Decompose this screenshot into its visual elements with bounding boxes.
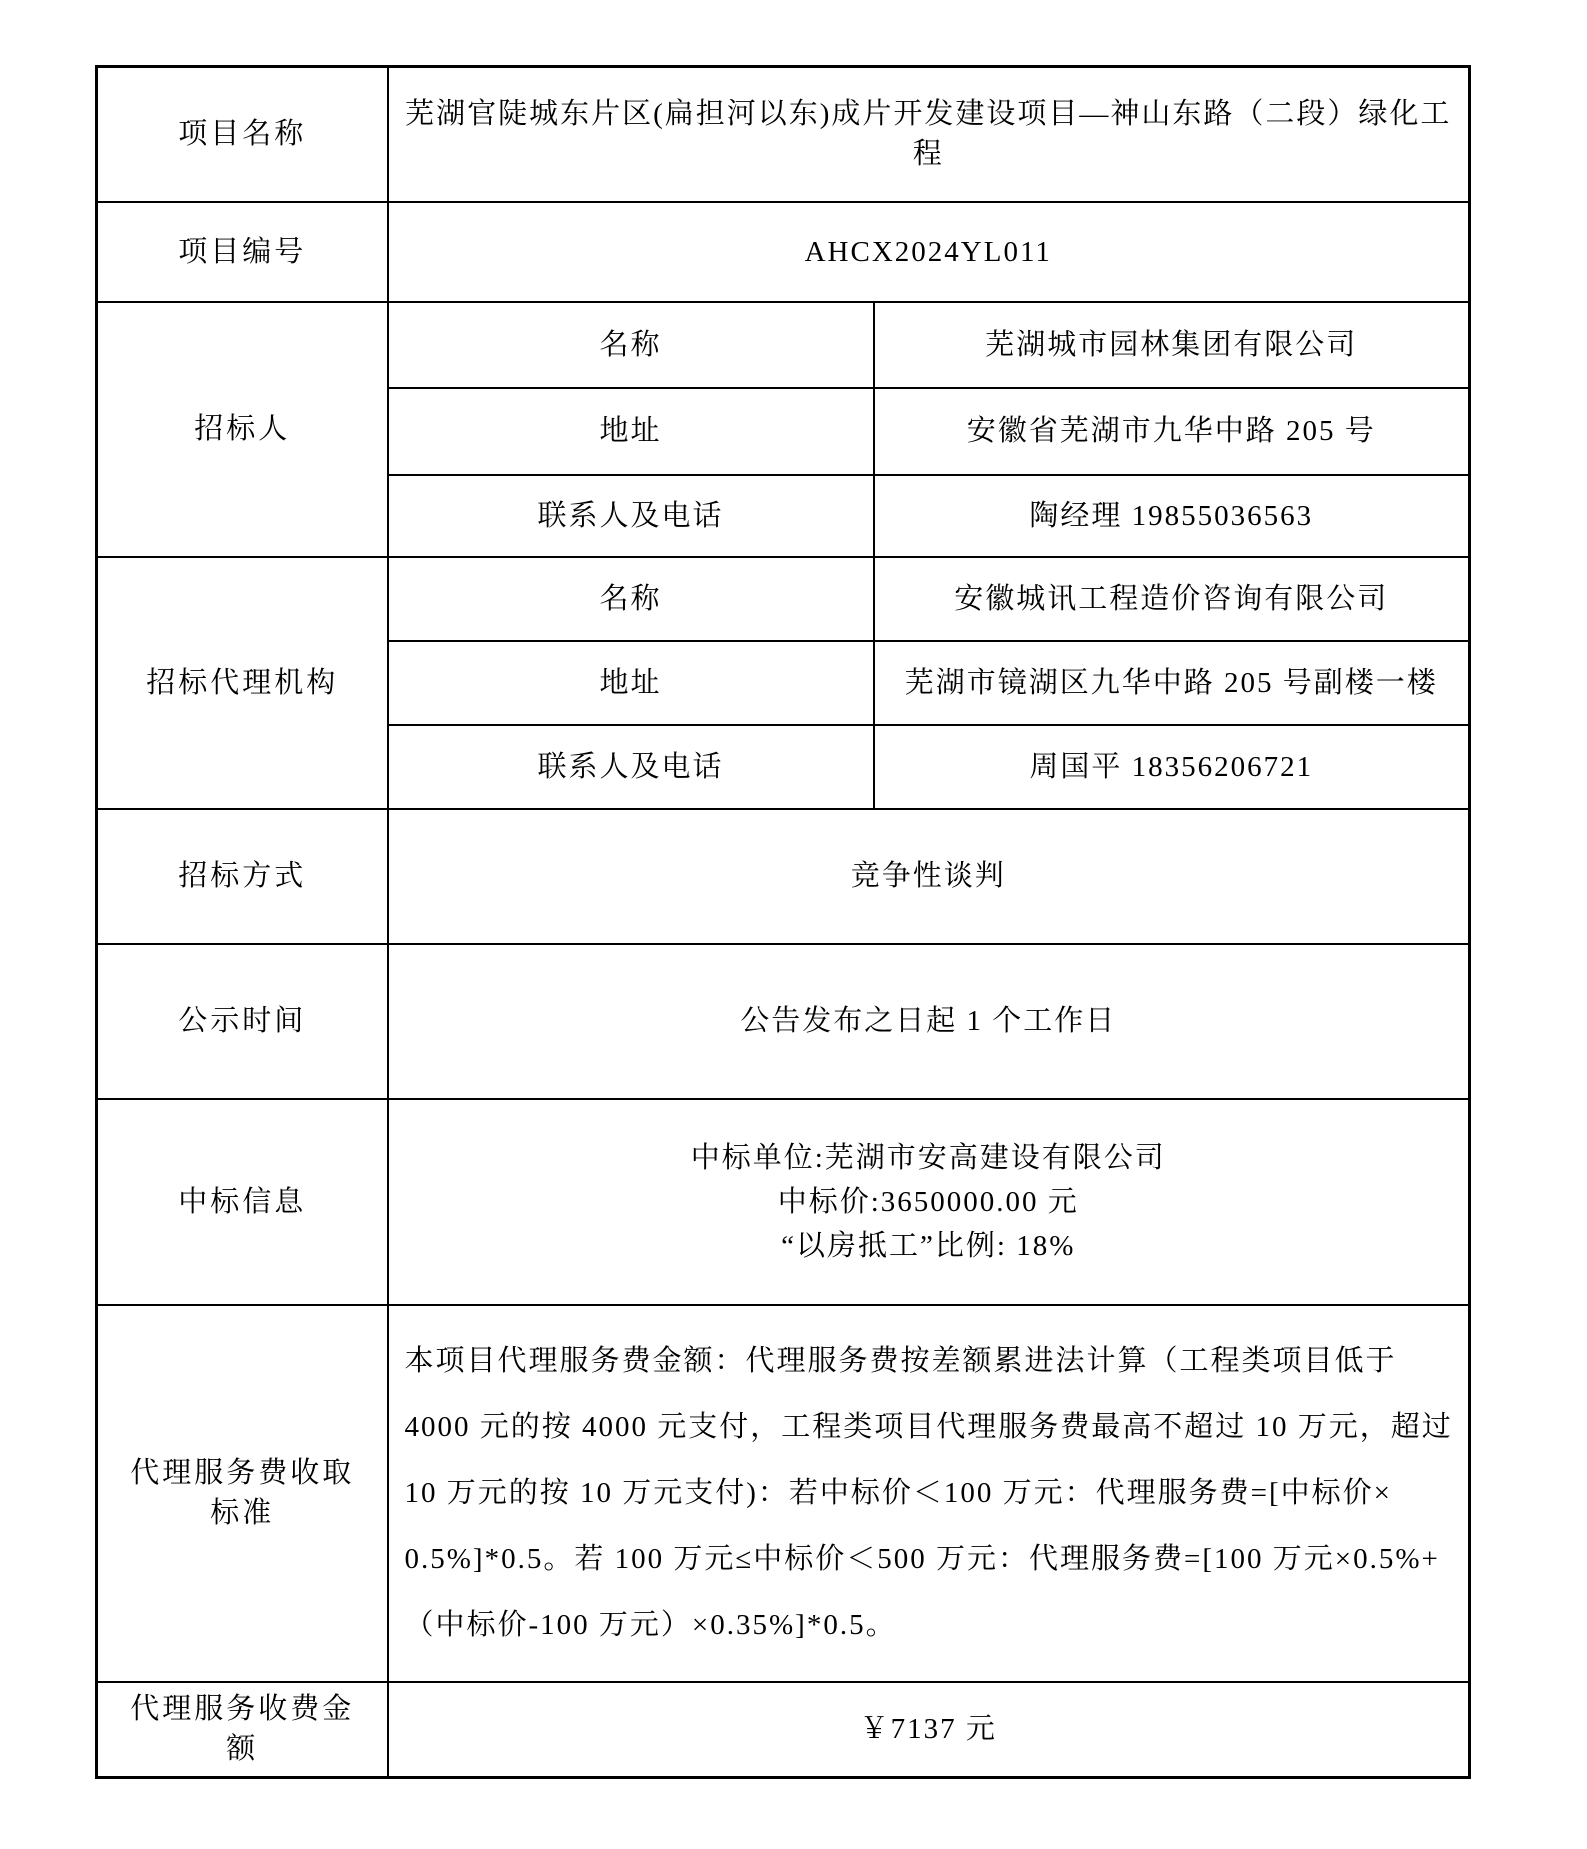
publicity-period-value: 公告发布之日起 1 个工作日 [388,944,1470,1099]
fee-standard-line-3: 10 万元的按 10 万元支付)：若中标价＜100 万元：代理服务费=[中标价× [404,1477,1393,1509]
fee-standard-row [97,1305,1470,1682]
project-code-label: 项目编号 [97,202,388,302]
fee-standard-cell [388,1305,1470,1682]
fee-standard-line-2: 4000 元的按 4000 元支付，工程类项目代理服务费最高不超过 10 万元，超过 [404,1411,1453,1443]
fee-amount-label: 代理服务收费金额 [97,1682,388,1778]
publicity-period-label: 公示时间 [97,944,388,1099]
bid-method-label: 招标方式 [97,809,388,944]
project-name-cell [388,67,1470,202]
tenderer-name-row [97,302,1470,388]
project-name-label: 项目名称 [97,67,388,202]
tenderer-contact-label: 联系人及电话 [388,475,874,557]
award-info-label: 中标信息 [97,1099,388,1305]
fee-standard-line-4: 0.5%]*0.5。若 100 万元≤中标价＜500 万元：代理服务费=[100 万元×0.5%+ [404,1543,1440,1575]
tenderer-contact-value: 陶经理 19855036563 [874,475,1470,557]
agency-contact-label: 联系人及电话 [388,725,874,809]
project-name-row [97,67,1470,202]
tenderer-address-value: 安徽省芜湖市九华中路 205 号 [874,388,1470,475]
award-winner-line: 中标单位:芜湖市安高建设有限公司 [690,1141,1166,1174]
agency-address-value: 芜湖市镜湖区九华中路 205 号副楼一楼 [874,641,1470,725]
fee-amount-row [97,1682,1470,1778]
agency-name-row [97,557,1470,641]
agency-label: 招标代理机构 [97,557,388,809]
fee-amount-value: ￥7137 元 [388,1682,1470,1778]
tender-result-table [95,65,1471,1779]
award-info-row [97,1099,1470,1305]
tenderer-label: 招标人 [97,302,388,557]
tenderer-name-label: 名称 [388,302,874,388]
fee-standard-label: 代理服务费收取标准 [97,1305,388,1682]
bid-method-row [97,809,1470,944]
award-info-cell [388,1099,1470,1305]
award-price-line: 中标价:3650000.00 元 [777,1185,1079,1218]
tenderer-address-label: 地址 [388,388,874,475]
project-code-row [97,202,1470,302]
bid-method-value: 竞争性谈判 [388,809,1470,944]
award-ratio-line: “以房抵工”比例: 18% [781,1229,1076,1262]
project-code-value: AHCX2024YL011 [388,202,1470,302]
tenderer-name-value: 芜湖城市园林集团有限公司 [874,302,1470,388]
publicity-period-row [97,944,1470,1099]
agency-contact-value: 周国平 18356206721 [874,725,1470,809]
project-name-value: 芜湖官陡城东片区(扁担河以东)成片开发建设项目—神山东路（二段）绿化工程 [405,98,1452,171]
agency-name-value: 安徽城讯工程造价咨询有限公司 [874,557,1470,641]
agency-address-label: 地址 [388,641,874,725]
fee-standard-line-5: （中标价-100 万元）×0.35%]*0.5。 [404,1609,897,1641]
fee-standard-line-1: 本项目代理服务费金额：代理服务费按差额累进法计算（工程类项目低于 [404,1345,1397,1377]
agency-name-label: 名称 [388,557,874,641]
